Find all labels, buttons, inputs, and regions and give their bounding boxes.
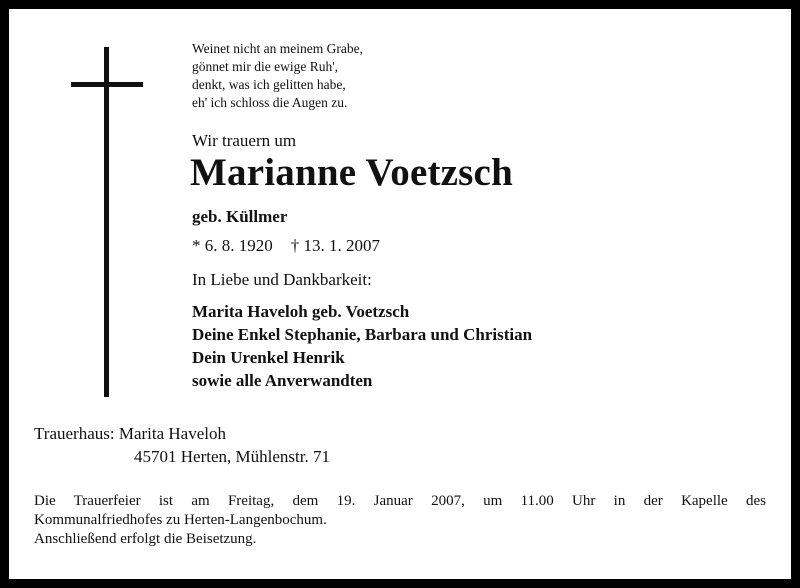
ceremony-line2: Kommunalfriedhofes zu Herten-Langenbochum. xyxy=(34,512,327,528)
poem-line: gönnet mir die ewige Ruh', xyxy=(192,59,339,74)
mourner: sowie alle Anverwandten xyxy=(192,371,373,390)
poem-line: denkt, was ich gelitten habe, xyxy=(192,77,346,92)
life-dates xyxy=(192,236,380,256)
birth-date: * 6. 8. 1920 xyxy=(192,236,273,255)
mourner: Deine Enkel Stephanie, Barbara und Christian xyxy=(192,325,533,344)
ceremony-line1: Die Trauerfeier ist am Freitag, dem 19. Januar 2007, um 11.00 Uhr in der Kapelle des xyxy=(34,493,766,509)
ceremony-line3: Anschließend erfolgt die Beisetzung. xyxy=(34,531,257,547)
cross-icon-horizontal xyxy=(71,82,143,87)
poem-line: eh' ich schloss die Augen zu. xyxy=(192,95,348,110)
mourning-house-line1: Trauerhaus: Marita Haveloh xyxy=(34,424,226,443)
cross-icon-vertical xyxy=(104,47,109,397)
death-date: † 13. 1. 2007 xyxy=(290,236,380,255)
mourner: Marita Haveloh geb. Voetzsch xyxy=(192,302,410,321)
intro-text: Wir trauern um xyxy=(192,131,297,150)
mourning-house-address: 45701 Herten, Mühlenstr. 71 xyxy=(134,447,330,466)
mourner: Dein Urenkel Henrik xyxy=(192,348,345,367)
mourning-house xyxy=(34,422,330,468)
deceased-name: Marianne Voetzsch xyxy=(190,151,513,194)
poem xyxy=(192,40,363,112)
love-line: In Liebe und Dankbarkeit: xyxy=(192,270,372,289)
poem-line: Weinet nicht an meinem Grabe, xyxy=(192,41,363,56)
mourners-list xyxy=(192,300,532,392)
born-name: geb. Küllmer xyxy=(192,207,288,226)
ceremony-notice xyxy=(34,492,766,549)
